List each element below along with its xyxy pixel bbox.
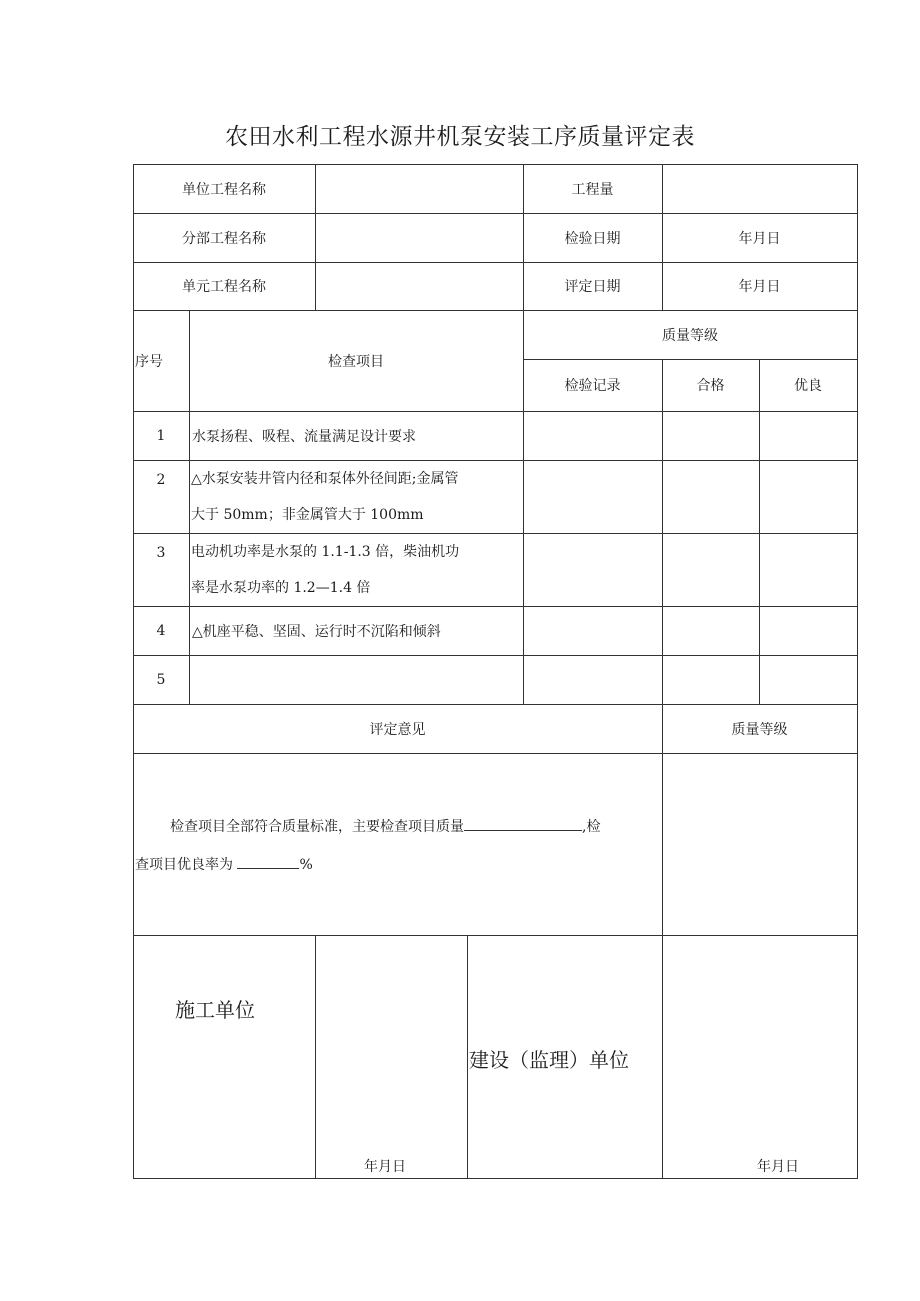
opinion-text-part4: % xyxy=(299,857,313,873)
column-seq: 序号 xyxy=(135,353,163,370)
construction-unit-label: 施工单位 xyxy=(175,997,255,1022)
unit-project-label: 单位工程名称 xyxy=(182,181,266,198)
item-text[interactable] xyxy=(189,655,523,704)
item-excellent-cell[interactable] xyxy=(759,655,857,704)
column-item: 检查项目 xyxy=(328,353,384,370)
border-bottom xyxy=(133,1178,858,1179)
unit-project-field[interactable] xyxy=(315,164,523,213)
element-project-field[interactable] xyxy=(315,262,523,310)
column-excellent: 优良 xyxy=(794,378,822,394)
item-text-line2: 大于 50mm；非金属管大于 100mm xyxy=(191,507,424,523)
item-no: 1 xyxy=(156,427,166,444)
item-text: 水泵扬程、吸程、流量满足设计要求 xyxy=(192,428,416,445)
evaluation-date-label: 评定日期 xyxy=(564,279,621,295)
inspection-date-field[interactable]: 年月日 xyxy=(738,230,781,247)
construction-sign-area[interactable] xyxy=(315,935,467,1150)
opinion-grade-field[interactable] xyxy=(662,753,857,935)
supervision-sign-area[interactable] xyxy=(662,935,857,1150)
division-project-field[interactable] xyxy=(315,213,523,262)
column-record: 检验记录 xyxy=(564,378,621,394)
opinion-text-line2 xyxy=(135,846,313,884)
evaluation-date-field[interactable]: 年月日 xyxy=(738,279,781,295)
item-text: △机座平稳、坚固、运行时不沉陷和倾斜 xyxy=(192,623,441,640)
item-no: 3 xyxy=(156,545,166,561)
opinion-grade-label: 质量等级 xyxy=(731,721,788,738)
item-text-line2: 率是水泵功率的 1.2—1.4 倍 xyxy=(191,580,371,596)
item-record-cell[interactable] xyxy=(523,655,662,704)
supervision-unit-label: 建设（监理）单位 xyxy=(469,1047,629,1072)
item-text-line1: △水泵安装井管内径和泵体外径间距;金属管 xyxy=(191,471,459,487)
item-pass-cell[interactable] xyxy=(662,460,759,533)
quantity-label: 工程量 xyxy=(571,181,614,198)
item-record-cell[interactable] xyxy=(523,533,662,606)
column-quality-grade: 质量等级 xyxy=(662,327,718,344)
excellence-rate-blank[interactable] xyxy=(237,854,299,869)
item-pass-cell[interactable] xyxy=(662,411,759,460)
quantity-field[interactable] xyxy=(662,164,857,213)
item-no: 2 xyxy=(156,472,166,488)
item-record-cell[interactable] xyxy=(523,606,662,655)
quality-blank[interactable] xyxy=(464,816,582,831)
item-excellent-cell[interactable] xyxy=(759,411,857,460)
item-pass-cell[interactable] xyxy=(662,606,759,655)
opinion-text-part3: 查项目优良率为 xyxy=(135,857,233,873)
opinion-text-line1 xyxy=(170,808,600,846)
opinion-text-part1: 检查项目全部符合质量标准，主要检查项目质量 xyxy=(170,819,464,835)
element-project-label: 单元工程名称 xyxy=(182,279,266,295)
inspection-date-label: 检验日期 xyxy=(564,230,621,247)
page-title: 农田水利工程水源井机泵安装工序质量评定表 xyxy=(225,124,695,150)
item-text-line1: 电动机功率是水泵的 1.1-1.3 倍，柴油机功 xyxy=(191,544,460,560)
item-pass-cell[interactable] xyxy=(662,533,759,606)
item-excellent-cell[interactable] xyxy=(759,606,857,655)
item-record-cell[interactable] xyxy=(523,411,662,460)
supervision-unit-date[interactable]: 年月日 xyxy=(757,1159,799,1175)
border-right xyxy=(857,164,858,1178)
item-no: 5 xyxy=(156,671,166,688)
item-excellent-cell[interactable] xyxy=(759,533,857,606)
opinion-text-part2: ,检 xyxy=(582,819,601,835)
item-excellent-cell[interactable] xyxy=(759,460,857,533)
item-no: 4 xyxy=(156,622,166,639)
construction-unit-date[interactable]: 年月日 xyxy=(364,1159,406,1175)
item-pass-cell[interactable] xyxy=(662,655,759,704)
item-record-cell[interactable] xyxy=(523,460,662,533)
opinion-label: 评定意见 xyxy=(369,721,426,738)
column-pass: 合格 xyxy=(696,378,725,394)
division-project-label: 分部工程名称 xyxy=(182,230,266,247)
